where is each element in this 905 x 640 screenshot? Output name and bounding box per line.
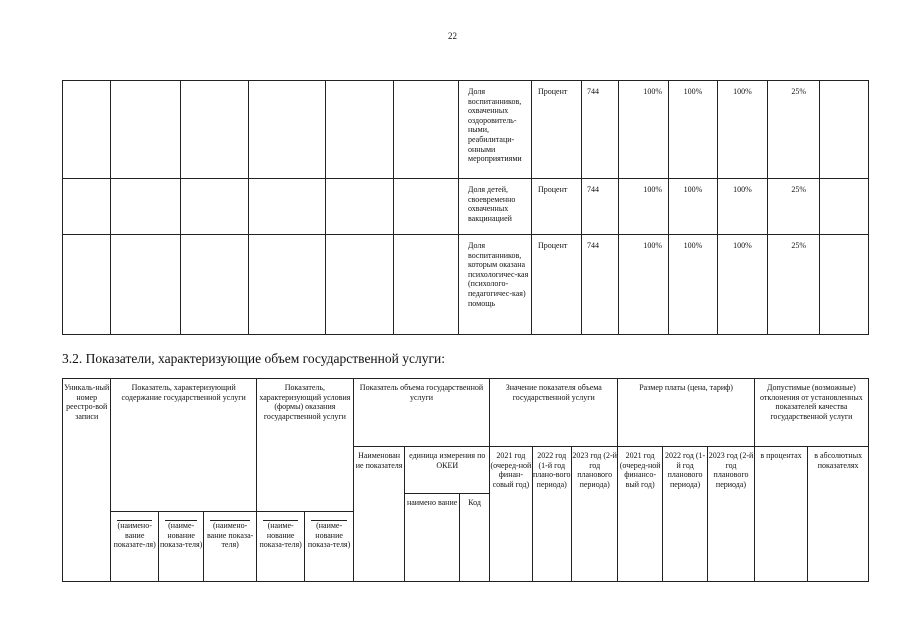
empty-cell xyxy=(820,81,869,179)
empty-cell xyxy=(820,235,869,335)
sub-unit: единица измерения по ОКЕИ xyxy=(405,447,490,494)
empty-cell xyxy=(394,235,459,335)
unit-name: Процент xyxy=(532,81,582,179)
sub-value-2021: 2021 год (очеред-ной финан-совый год) xyxy=(490,447,532,582)
col-fee: Размер платы (цена, тариф) xyxy=(618,379,754,447)
signature-cell xyxy=(204,512,257,582)
indicator-name: Доля воспитанников, охваченных оздоровитель-ными, реабилитаци-онными мероприятиями xyxy=(459,81,532,179)
signature-caption: (наиме-нование показа-теля) xyxy=(159,521,203,550)
signature-cell xyxy=(256,512,304,582)
indicator-name: Доля детей, своевременно охваченных вакцинацией xyxy=(459,179,532,235)
col-conditions: Показатель, характеризующий условия (формы) оказания государственной услуги xyxy=(256,379,353,512)
quality-indicators-table xyxy=(62,80,869,335)
okei-code: 744 xyxy=(582,81,619,179)
sub-fee-2023: 2023 год (2-й год планового периода) xyxy=(708,447,754,582)
empty-cell xyxy=(326,81,394,179)
value-2022: 100% xyxy=(669,179,718,235)
table-row xyxy=(63,235,869,335)
empty-cell xyxy=(249,81,326,179)
signature-caption: (наиме-нование показа-теля) xyxy=(307,521,351,550)
value-2023: 100% xyxy=(718,81,768,179)
empty-cell xyxy=(111,179,181,235)
table-row xyxy=(63,81,869,179)
volume-indicators-table xyxy=(62,378,869,582)
value-2021: 100% xyxy=(619,81,669,179)
empty-cell xyxy=(111,81,181,179)
value-2022: 100% xyxy=(669,81,718,179)
signature-cell xyxy=(305,512,353,582)
value-2021: 100% xyxy=(619,235,669,335)
empty-cell xyxy=(181,179,249,235)
empty-cell xyxy=(111,235,181,335)
empty-cell xyxy=(326,179,394,235)
table-row xyxy=(63,179,869,235)
page-number: 22 xyxy=(448,31,457,41)
value-2022: 100% xyxy=(669,235,718,335)
deviation-value: 25% xyxy=(768,179,820,235)
signature-cell xyxy=(158,512,203,582)
deviation-value: 25% xyxy=(768,81,820,179)
col-value: Значение показателя объема государственной услуги xyxy=(490,379,618,447)
table-header-row xyxy=(63,379,869,447)
empty-cell xyxy=(394,81,459,179)
col-deviation: Допустимые (возможные) отклонения от установленных показателей качества государственной услуги xyxy=(754,379,868,447)
sub-value-2022: 2022 год (1-й год плано-вого периода) xyxy=(532,447,571,582)
empty-cell xyxy=(249,179,326,235)
signature-caption: (наимено-вание показате-ля) xyxy=(113,521,156,550)
empty-cell xyxy=(63,81,111,179)
signature-caption: (наимено-вание показа-теля) xyxy=(206,521,254,550)
sub-unit-code: Код xyxy=(459,494,489,582)
empty-cell xyxy=(181,235,249,335)
col-unique-number: Уникаль-ный номер реестро-вой записи xyxy=(63,379,111,582)
sub-unit-name: наимено вание xyxy=(405,494,460,582)
col-content: Показатель, характеризующий содержание государственной услуги xyxy=(111,379,256,512)
sub-indicator-name: Наименован ие показателя xyxy=(353,447,405,582)
sub-fee-2022: 2022 год (1-й год планового периода) xyxy=(662,447,707,582)
indicator-name: Доля воспитанников, которым оказана психологичес-кая (психолого-педагогичес-кая) помощь xyxy=(459,235,532,335)
empty-cell xyxy=(181,81,249,179)
deviation-value: 25% xyxy=(768,235,820,335)
section-heading: 3.2. Показатели, характеризующие объем государственной услуги: xyxy=(62,351,445,366)
unit-name: Процент xyxy=(532,179,582,235)
okei-code: 744 xyxy=(582,179,619,235)
signature-cell xyxy=(111,512,158,582)
unit-name: Процент xyxy=(532,235,582,335)
sub-deviation-absolute: в абсолютных показателях xyxy=(808,447,869,582)
okei-code: 744 xyxy=(582,235,619,335)
value-2023: 100% xyxy=(718,235,768,335)
signature-caption: (наиме-нование показа-теля) xyxy=(259,521,302,550)
value-2023: 100% xyxy=(718,179,768,235)
value-2021: 100% xyxy=(619,179,669,235)
empty-cell xyxy=(249,235,326,335)
empty-cell xyxy=(326,235,394,335)
empty-cell xyxy=(394,179,459,235)
sub-value-2023: 2023 год (2-й год планового периода) xyxy=(571,447,617,582)
empty-cell xyxy=(820,179,869,235)
sub-deviation-percent: в процентах xyxy=(754,447,808,582)
empty-cell xyxy=(63,235,111,335)
col-volume: Показатель объема государственной услуги xyxy=(353,379,489,447)
empty-cell xyxy=(63,179,111,235)
sub-fee-2021: 2021 год (очеред-ной финансо-вый год) xyxy=(618,447,662,582)
